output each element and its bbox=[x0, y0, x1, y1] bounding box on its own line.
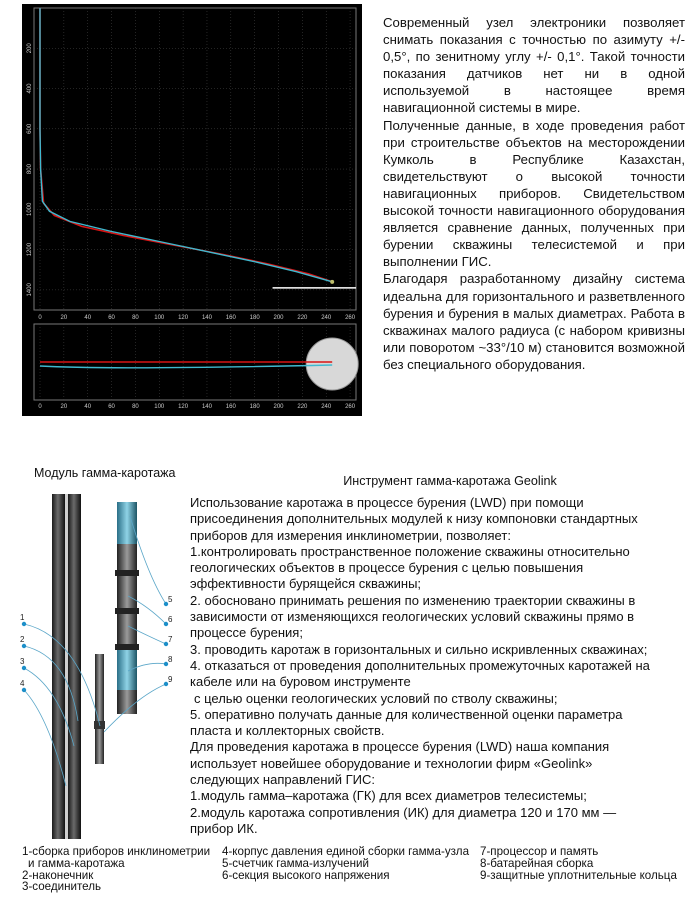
depth-tick-label: 600 bbox=[27, 123, 33, 134]
depth-tick-label: 200 bbox=[27, 43, 33, 54]
lwd-line: 2.модуль каротажа сопротивления (ИК) для диаметра 120 и 170 мм — прибор ИК. bbox=[190, 804, 617, 836]
trajectory-gis bbox=[40, 8, 332, 282]
upper-panel bbox=[34, 8, 356, 310]
device-number-1: 1 bbox=[20, 613, 25, 622]
depth-tick-label: 1400 bbox=[27, 283, 33, 297]
device-number-8: 8 bbox=[168, 655, 173, 664]
x-tick-label: 160 bbox=[225, 315, 236, 321]
x-tick-label: 0 bbox=[38, 315, 42, 321]
device-number-6: 6 bbox=[168, 615, 173, 624]
x-tick-label: 120 bbox=[178, 315, 189, 321]
legend-col-2 bbox=[222, 846, 469, 881]
x-tick-label: 80 bbox=[132, 315, 139, 321]
x-tick-label-lower: 260 bbox=[345, 404, 356, 410]
lwd-text bbox=[190, 495, 662, 837]
device-number-5: 5 bbox=[168, 595, 173, 604]
legend-item: и гамма-каротажа bbox=[28, 856, 125, 870]
paragraph-3: Благодаря разработанному дизайну система идеальна для горизонтального и разветвленного бурения и бурения в малых диаметрах. Работа в скважинах малого радиуса (с набором кривизны или поворотом ~33°/10 м) становится возможной без специального оборудования. bbox=[383, 271, 685, 372]
depth-tick-label: 1000 bbox=[27, 202, 33, 217]
legend-item: 9-защитные уплотнительные кольца bbox=[480, 868, 677, 882]
trajectory-plot bbox=[22, 4, 362, 416]
x-tick-label-lower: 0 bbox=[38, 404, 42, 410]
lwd-line: 1.контролировать пространственное положение скважины относительно геологических объектов в процессе бурения с целью повышения эффективности бурящейся скважины; bbox=[190, 543, 630, 592]
legend-item: 2-наконечник bbox=[22, 868, 94, 882]
module-title: Модуль гамма-каротажа bbox=[34, 466, 176, 480]
legend-item: 4-корпус давления единой сборки гамма-узла bbox=[222, 845, 470, 858]
paragraph-1: Современный узел электроники позволяет снимать показания с точностью по азимуту +/- 0,5°, по зенитному углу +/- 0,1°. Такой точности показания датчиков нет ни в одной используемой в настоящее время навигационной системы в мире. bbox=[383, 15, 685, 116]
lwd-line: 4. отказаться от проведения дополнительных промежуточных каротажей на кабеле или на буровом инструменте bbox=[190, 657, 650, 690]
x-tick-label-lower: 240 bbox=[321, 404, 332, 410]
plan-cyan-line bbox=[40, 365, 332, 368]
x-tick-label: 240 bbox=[321, 315, 332, 321]
x-tick-label-lower: 100 bbox=[154, 404, 165, 410]
legend-item: 5-счетчик гамма-излучений bbox=[222, 856, 369, 870]
lwd-line: 1.модуль гамма–каротажа (ГК) для всех диаметров телесистемы; bbox=[190, 788, 587, 804]
x-tick-label: 60 bbox=[108, 315, 115, 321]
x-tick-label: 200 bbox=[273, 315, 284, 321]
trajectory-telesystem bbox=[40, 8, 332, 282]
x-tick-label-lower: 220 bbox=[297, 404, 308, 410]
lwd-line: Для проведения каротажа в процессе бурения (LWD) наша компания использует новейшее оборудование и технологии фирм «Geolink» следующих направлений ГИС: bbox=[190, 739, 610, 788]
x-tick-label-lower: 80 bbox=[132, 404, 139, 410]
lwd-line: Использование каротажа в процессе бурения (LWD) при помощи присоединения дополнительных модулей к низу компоновки стандартных приборов для измерения инклинометрии, позволяет: bbox=[190, 495, 638, 543]
x-tick-label-lower: 140 bbox=[201, 404, 212, 410]
x-tick-label-lower: 160 bbox=[225, 404, 236, 410]
geolink-title: Инструмент гамма-каротажа Geolink bbox=[343, 474, 557, 488]
target-zone-circle bbox=[306, 338, 358, 390]
x-tick-label-lower: 20 bbox=[60, 404, 68, 410]
device-number-7: 7 bbox=[168, 635, 173, 644]
legend-item: 6-секция высокого напряжения bbox=[222, 868, 390, 882]
main-tube bbox=[52, 494, 65, 839]
trajectory-plot-svg bbox=[22, 4, 362, 416]
x-tick-label-lower: 120 bbox=[178, 404, 189, 410]
x-tick-label: 180 bbox=[249, 315, 260, 321]
x-tick-label: 40 bbox=[84, 315, 92, 321]
x-tick-label: 20 bbox=[60, 315, 68, 321]
x-tick-label-lower: 40 bbox=[84, 404, 92, 410]
x-tick-label-lower: 60 bbox=[108, 404, 115, 410]
legend-item: 1-сборка приборов инклинометрии bbox=[22, 845, 211, 858]
x-tick-label: 100 bbox=[154, 315, 165, 321]
x-tick-label-lower: 180 bbox=[249, 404, 260, 410]
legend-item: 8-батарейная сборка bbox=[480, 856, 594, 870]
paragraph-2: Полученные данные, в ходе проведения работ при строительстве объектов на месторождении Кумколь в Республике Казахстан, свидетельствуют о высокой точности навигационных приборов. Свидетельством высокой точности навигационного оборудования является сравнение данных, полученных при бурении скважины телесистемой и при выполнении ГИС. bbox=[383, 117, 685, 270]
device-number-9: 9 bbox=[168, 675, 173, 684]
device-number-4: 4 bbox=[20, 679, 25, 688]
gamma-module-illustration bbox=[18, 486, 188, 844]
x-tick-label: 260 bbox=[345, 315, 356, 321]
device-number-3: 3 bbox=[20, 657, 25, 666]
legend-item: 3-соединитель bbox=[22, 880, 102, 894]
lwd-line: 5. оперативно получать данные для количественной оценки параметра пласта и коллекторных свойств. bbox=[190, 706, 623, 739]
target-marker bbox=[330, 280, 334, 284]
depth-tick-label: 800 bbox=[27, 164, 33, 175]
device-number-2: 2 bbox=[20, 635, 25, 644]
lwd-line: 3. проводить каротаж в горизонтальных и сильно искривленных скважинах; bbox=[190, 641, 648, 657]
x-tick-label-lower: 200 bbox=[273, 404, 284, 410]
lwd-line: 2. обосновано принимать решения по изменению траектории скважины в зависимости от изменяющихся геологических условий скважины прямо в процессе бурения; bbox=[190, 592, 636, 641]
lwd-line: с целью оценки геологических условий по стволу скважины; bbox=[194, 690, 558, 706]
x-tick-label: 220 bbox=[297, 315, 308, 321]
depth-tick-label: 400 bbox=[27, 83, 33, 94]
depth-tick-label: 1200 bbox=[27, 242, 33, 257]
legend-col-1 bbox=[22, 846, 210, 893]
legend-col-3 bbox=[480, 846, 677, 881]
legend-item: 7-процессор и память bbox=[480, 845, 599, 858]
x-tick-label: 140 bbox=[201, 315, 212, 321]
description-text bbox=[383, 14, 685, 373]
